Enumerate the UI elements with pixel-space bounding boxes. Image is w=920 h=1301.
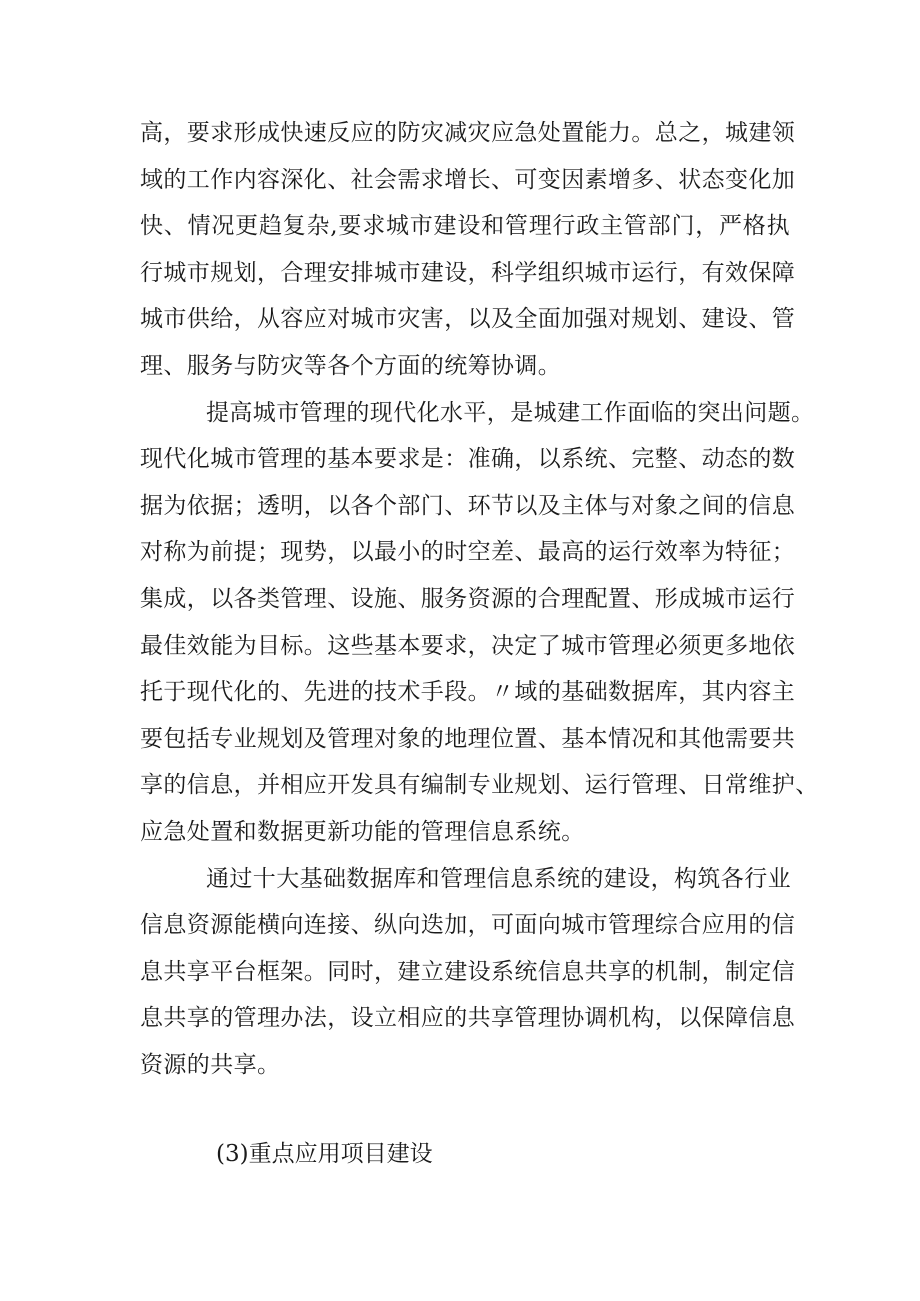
paragraph-2-line: 托于现代化的、先进的技术手段。〃域的基础数据库，其内容主: [140, 679, 796, 706]
paragraph-2-line: 享的信息，并相应开发具有编制专业规划、运行管理、日常维护、: [140, 772, 819, 799]
paragraph-1-line: 城市供给，从容应对城市灾害，以及全面加强对规划、建设、管: [140, 306, 796, 333]
paragraph-3-line: 息共享的管理办法，设立相应的共享管理协调机构，以保障信息: [140, 1005, 796, 1032]
paragraph-2-line: 提高城市管理的现代化水平，是城建工作面临的突出问题。: [206, 399, 815, 426]
paragraph-3-line: 息共享平台框架。同时，建立建设系统信息共享的机制，制定信: [140, 958, 796, 985]
paragraph-1-line: 理、服务与防灾等各个方面的统筹协调。: [140, 352, 562, 379]
paragraph-1-line: 快、情况更趋复杂,要求城市建设和管理行政主管部门，严格执: [140, 213, 790, 240]
paragraph-3-line: 信息资源能横向连接、纵向迭加，可面向城市管理综合应用的信: [140, 912, 796, 939]
paragraph-3-line: 资源的共享。: [140, 1051, 281, 1078]
section-heading: (3)重点应用项目建设: [216, 1141, 433, 1167]
paragraph-3-line: 通过十大基础数据库和管理信息系统的建设，构筑各行业: [206, 865, 791, 892]
paragraph-2-line: 据为依据；透明，以各个部门、环节以及主体与对象之间的信息: [140, 492, 796, 519]
paragraph-2-line: 要包括专业规划及管理对象的地理位置、基本情况和其他需要共: [140, 725, 796, 752]
paragraph-2-line: 最佳效能为目标。这些基本要求，决定了城市管理必须更多地依: [140, 632, 796, 659]
paragraph-2-line: 集成，以各类管理、设施、服务资源的合理配置、形成城市运行: [140, 585, 796, 612]
paragraph-1-line: 域的工作内容深化、社会需求增长、可变因素增多、状态变化加: [140, 166, 796, 193]
paragraph-2-line: 对称为前提；现势，以最小的时空差、最高的运行效率为特征；: [140, 539, 796, 566]
body-text: [140, 110, 819, 1088]
paragraph-2-line: 现代化城市管理的基本要求是：准确，以系统、完整、动态的数: [140, 446, 796, 473]
paragraph-1-line: 高，要求形成快速反应的防灾减灾应急处置能力。总之，城建领: [140, 120, 796, 146]
paragraph-1-line: 行城市规划，合理安排城市建设，科学组织城市运行，有效保障: [140, 259, 796, 286]
paragraph-2-line: 应急处置和数据更新功能的管理信息系统。: [140, 818, 585, 845]
